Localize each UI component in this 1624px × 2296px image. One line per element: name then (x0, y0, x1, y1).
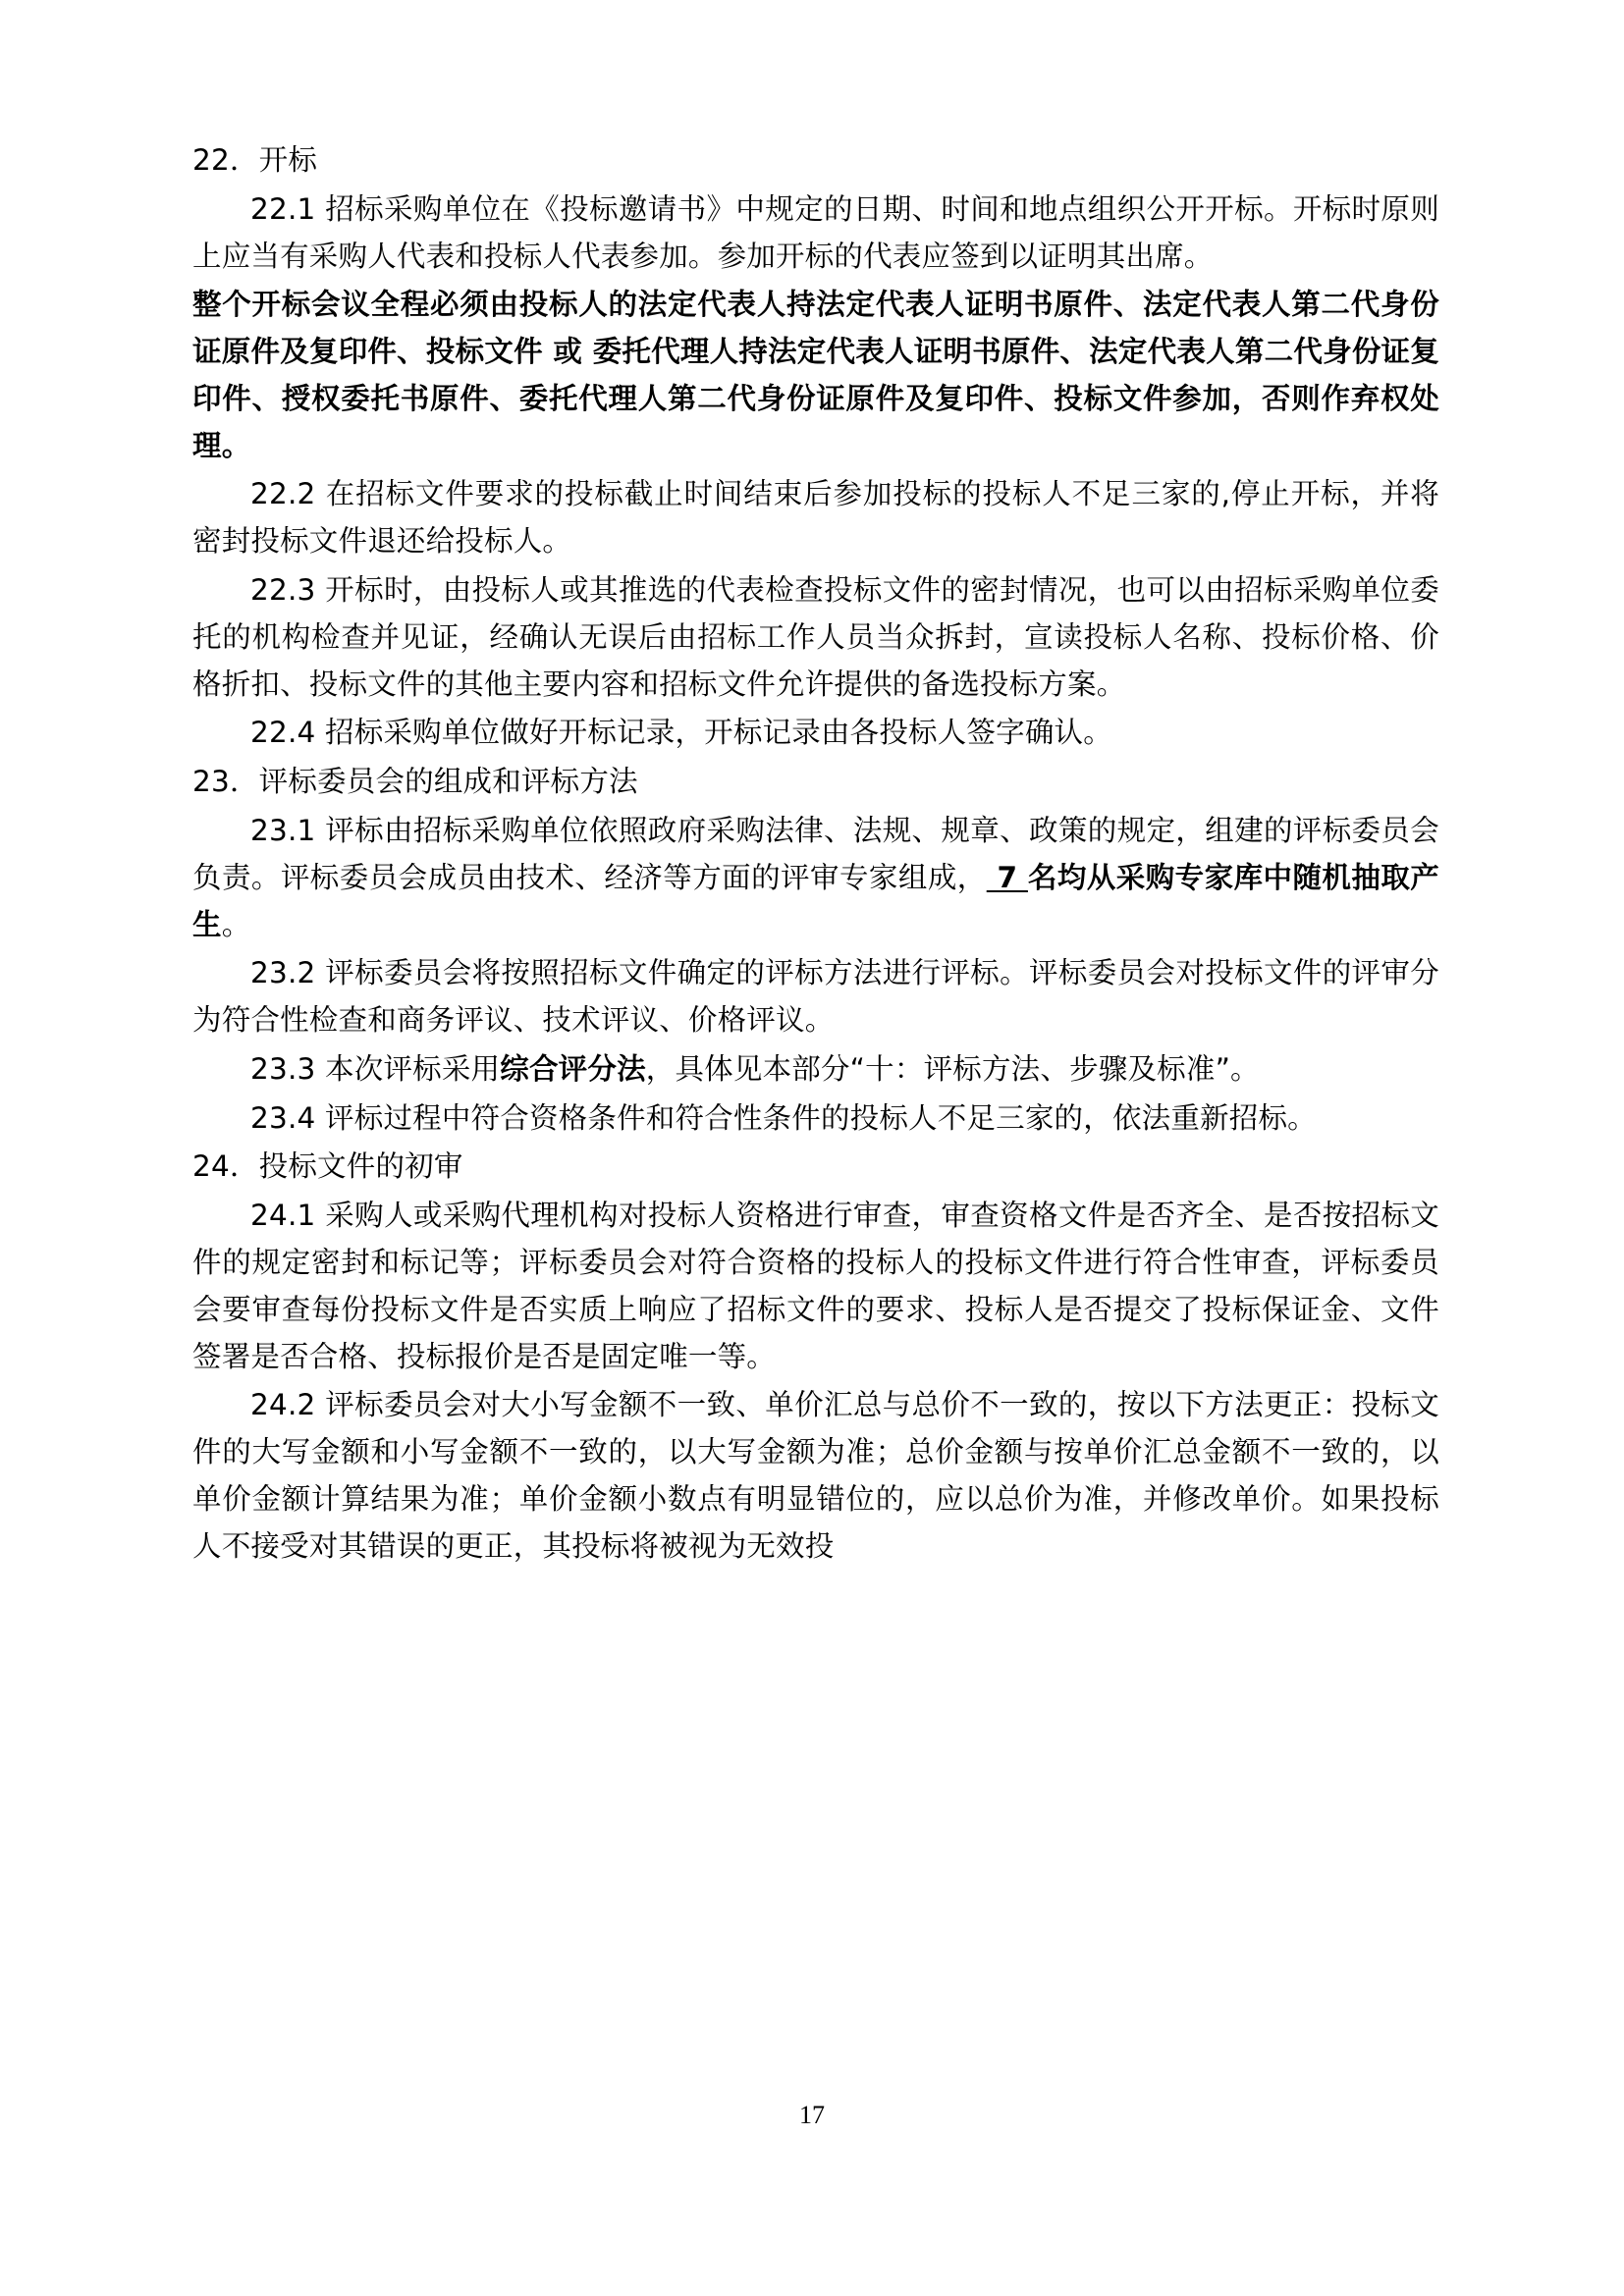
paragraph-23-3-part1: 23.3 本次评标采用 (250, 1051, 501, 1086)
paragraph-23-3 (192, 1046, 1439, 1094)
heading-22: 22．开标 (192, 143, 318, 177)
heading-24: 24．投标文件的初审 (192, 1149, 463, 1184)
paragraph-22-4: 22.4 招标采购单位做好开标记录，开标记录由各投标人签字确认。 (250, 716, 1112, 750)
paragraph-24-1: 24.1 采购人或采购代理机构对投标人资格进行审查，审查资格文件是否齐全、是否按招标文件的规定密封和标记等；评标委员会对符合资格的投标人的投标文件进行符合性审查，评标委员会要审查每份投标文件是否实质上响应了招标文件的要求、投标人是否提交了投标保证金、文件签署是否合格、投标报价是否是固定唯一等。 (192, 1199, 1439, 1373)
paragraph-23-1-part3: 名均从采购专家库中随机抽取产生 (192, 860, 1439, 941)
paragraph-23-3-part3: ，具体见本部分“十：评标方法、步骤及标准”。 (645, 1051, 1260, 1086)
heading-23: 23．评标委员会的组成和评标方法 (192, 765, 638, 799)
expert-count-value: 7 (986, 860, 1028, 894)
paragraph-23-2: 23.2 评标委员会将按照招标文件确定的评标方法进行评标。评标委员会对投标文件的评审分为符合性检查和商务评议、技术评议、价格评议。 (192, 956, 1439, 1038)
document-body (192, 137, 1439, 1572)
paragraph-22-2: 22.2 在招标文件要求的投标截止时间结束后参加投标的投标人不足三家的,停止开标，并将密封投标文件退还给投标人。 (192, 477, 1439, 559)
page-number: 17 (799, 2101, 825, 2129)
paragraph-22-3: 22.3 开标时，由投标人或其推选的代表检查投标文件的密封情况，也可以由招标采购单位委托的机构检查并见证，经确认无误后由招标工作人员当众拆封，宣读投标人名称、投标价格、价格折扣、投标文件的其他主要内容和招标文件允许提供的备选投标方案。 (192, 573, 1439, 701)
paragraph-23-1 (192, 808, 1439, 948)
paragraph-22-1-bold: 整个开标会议全程必须由投标人的法定代表人持法定代表人证明书原件、法定代表人第二代身份证原件及复印件、投标文件 或 委托代理人持法定代表人证明书原件、法定代表人第二代身份证复印件、授权委托书原件、委托代理人第二代身份证原件及复印件、投标文件参加，否则作弃权处理。 (192, 288, 1439, 462)
paragraph-23-4: 23.4 评标过程中符合资格条件和符合性条件的投标人不足三家的，依法重新招标。 (250, 1100, 1317, 1135)
paragraph-23-1-part1: 23.1 评标由招标采购单位依照政府采购法律、法规、规章、政策的规定，组建的评标委员会负责。评标委员会成员由技术、经济等方面的评审专家组成， (192, 813, 1439, 894)
paragraph-23-1-part4: 。 (221, 907, 251, 941)
evaluation-method-name: 综合评分法 (500, 1051, 646, 1086)
paragraph-22-1: 22.1 招标采购单位在《投标邀请书》中规定的日期、时间和地点组织公开开标。开标时原则上应当有采购人代表和投标人代表参加。参加开标的代表应签到以证明其出席。 (192, 191, 1439, 273)
paragraph-24-2: 24.2 评标委员会对大小写金额不一致、单价汇总与总价不一致的，按以下方法更正：投标文件的大写金额和小写金额不一致的，以大写金额为准；总价金额与按单价汇总金额不一致的，以单价金额计算结果为准；单价金额小数点有明显错位的，应以总价为准，并修改单价。如果投标人不接受对其错误的更正，其投标将被视为无效投 (192, 1388, 1439, 1563)
